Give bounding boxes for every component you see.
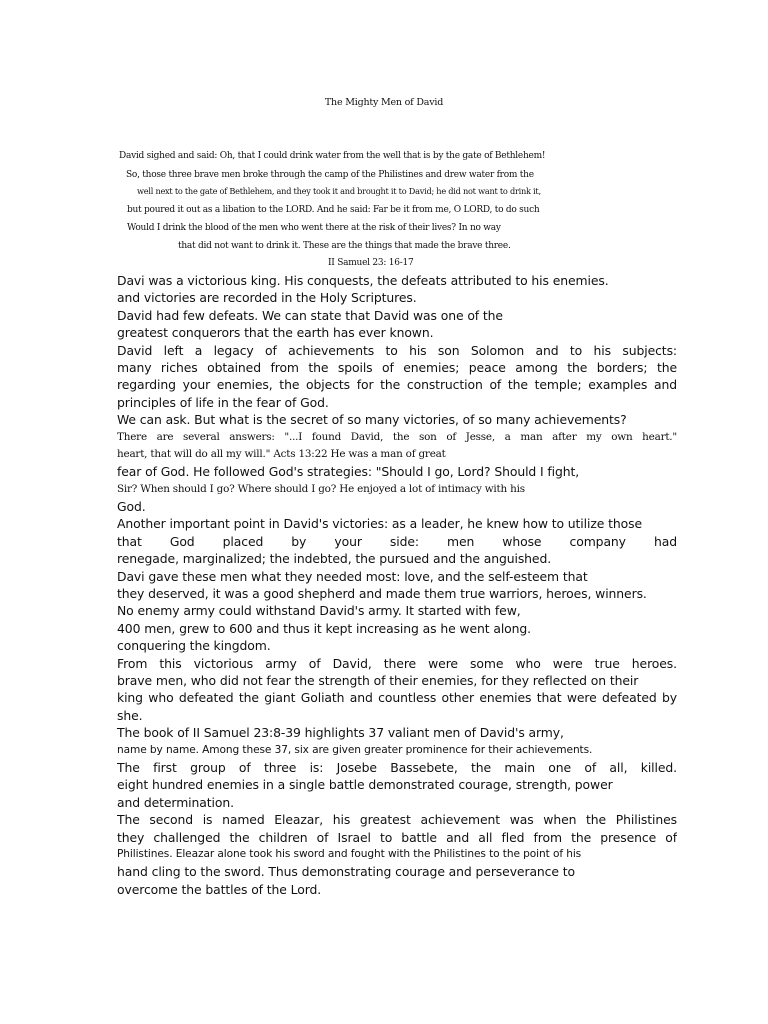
- body-text: [117, 272, 677, 898]
- text-line: The book of II Samuel 23:8-39 highlights 37 valiant men of David's army,: [117, 725, 564, 741]
- epigraph-line: David sighed and said: Oh, that I could drink water from the well that is by the gate of Bethlehem!: [119, 151, 546, 161]
- text-line: name by name. Among these 37, six are given greater prominence for their achievements.: [117, 743, 593, 756]
- text-line: Sir? When should I go? Where should I go? He enjoyed a lot of intimacy with his: [117, 482, 525, 495]
- text-line: There are several answers: "...I found David, the son of Jesse, a man after my own heart.": [117, 430, 677, 443]
- text-line: From this victorious army of David, there were some who were true heroes.: [117, 655, 677, 671]
- text-line: David left a legacy of achievements to his son Solomon and to his subjects:: [117, 342, 677, 358]
- text-line: and determination.: [117, 794, 234, 810]
- text-line: hand cling to the sword. Thus demonstrating courage and perseverance to: [117, 864, 575, 880]
- text-line: The second is named Eleazar, his greatest achievement was when the Philistines: [117, 812, 677, 828]
- text-line: Davi was a victorious king. His conquests, the defeats attributed to his enemies.: [117, 273, 609, 288]
- text-line: greatest conquerors that the earth has ever known.: [117, 325, 434, 341]
- text-line: 400 men, grew to 600 and thus it kept increasing as he went along.: [117, 620, 532, 636]
- text-line: The first group of three is: Josebe Bassebete, the main one of all, killed.: [117, 759, 677, 775]
- text-line: conquering the kingdom.: [117, 638, 271, 654]
- text-line: We can ask. But what is the secret of so many victories, of so many achievements?: [117, 412, 627, 428]
- text-line: king who defeated the giant Goliath and countless other enemies that were defeated by: [117, 690, 677, 706]
- text-line: she.: [117, 707, 143, 723]
- text-line: and victories are recorded in the Holy Scriptures.: [117, 290, 417, 306]
- text-line: many riches obtained from the spoils of enemies; peace among the borders; the: [117, 359, 677, 375]
- epigraph-line: well next to the gate of Bethlehem, and they took it and brought it to David; he did not want to drink it,: [137, 186, 541, 196]
- text-line: principles of life in the fear of God.: [117, 394, 329, 410]
- text-line: they challenged the children of Israel to battle and all fled from the presence of: [117, 829, 677, 845]
- text-line: David had few defeats. We can state that David was one of the: [117, 307, 503, 323]
- text-line: Philistines. Eleazar alone took his sword and fought with the Philistines to the point of his: [117, 847, 582, 860]
- epigraph-line: but poured it out as a libation to the LORD. And he said: Far be it from me, O LORD, to do such: [127, 205, 540, 215]
- scripture-reference: II Samuel 23: 16-17: [328, 258, 414, 268]
- text-line: No enemy army could withstand David's army. It started with few,: [117, 603, 521, 619]
- epigraph-line: So, those three brave men broke through the camp of the Philistines and drew water from the: [126, 170, 534, 180]
- text-line: that God placed by your side: men whose company had: [117, 533, 677, 549]
- page-title: The Mighty Men of David: [324, 97, 444, 108]
- text-line: renegade, marginalized; the indebted, the pursued and the anguished.: [117, 551, 552, 567]
- text-line: fear of God. He followed God's strategies: "Should I go, Lord? Should I fight,: [117, 464, 580, 480]
- text-line: eight hundred enemies in a single battle demonstrated courage, strength, power: [117, 777, 613, 793]
- text-line: heart, that will do all my will." Acts 13:22 He was a man of great: [117, 447, 446, 460]
- epigraph-line: Would I drink the blood of the men who went there at the risk of their lives? In no way: [127, 223, 501, 233]
- text-line: they deserved, it was a good shepherd and made them true warriors, heroes, winners.: [117, 586, 647, 602]
- text-line: Another important point in David's victories: as a leader, he knew how to utilize those: [117, 516, 642, 532]
- text-line: brave men, who did not fear the strength of their enemies, for they reflected on their: [117, 672, 639, 688]
- epigraph-line: that did not want to drink it. These are the things that made the brave three.: [178, 241, 511, 251]
- text-line: overcome the battles of the Lord.: [117, 881, 322, 897]
- text-line: regarding your enemies, the objects for the construction of the temple; examples and: [117, 377, 677, 393]
- text-line: God.: [117, 499, 146, 515]
- text-line: Davi gave these men what they needed most: love, and the self-esteem that: [117, 568, 588, 584]
